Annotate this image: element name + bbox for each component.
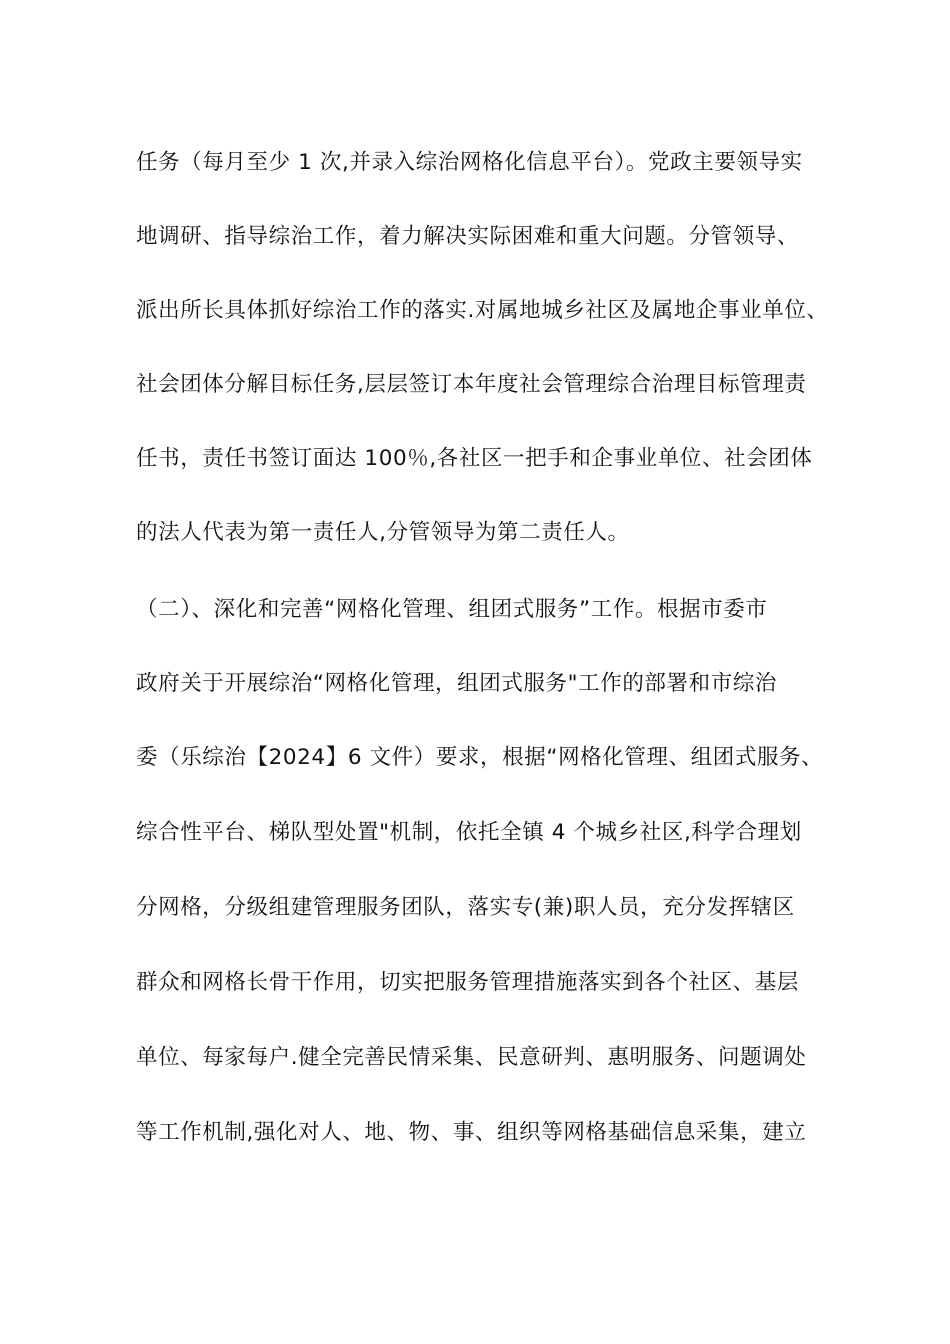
paragraph-line: 任书，责任书签订面达 100％,各社区一把手和企事业单位、社会团体 — [136, 446, 813, 471]
paragraph-line: 社会团体分解目标任务,层层签订本年度社会管理综合治理目标管理责 — [136, 372, 807, 397]
paragraph-line: 群众和网格长骨干作用，切实把服务管理措施落实到各个社区、基层 — [136, 970, 800, 995]
paragraph-line: 等工作机制,强化对人、地、物、事、组织等网格基础信息采集，建立 — [136, 1120, 807, 1145]
paragraph-line: 的法人代表为第一责任人,分管领导为第二责任人。 — [136, 520, 630, 545]
paragraph-line: 政府关于开展综治“网格化管理，组团式服务"工作的部署和市综治 — [136, 671, 778, 696]
paragraph-line: 分网格，分级组建管理服务团队，落实专(兼)职人员，充分发挥辖区 — [136, 895, 795, 920]
section-heading-line: （二）、深化和完善“网格化管理、组团式服务”工作。根据市委市 — [136, 597, 768, 622]
paragraph-line: 综合性平台、梯队型处置"机制，依托全镇 4 个城乡社区,科学合理划 — [136, 820, 802, 845]
paragraph-line: 委（乐综治【2024】6 文件）要求，根据“网格化管理、组团式服务、 — [136, 745, 824, 770]
paragraph-line: 地调研、指导综治工作，着力解决实际困难和重大问题。分管领导、 — [136, 224, 800, 249]
paragraph-line: 单位、每家每户.健全完善民情采集、民意研判、惠明服务、问题调处 — [136, 1045, 807, 1070]
paragraph-line: 派出所长具体抓好综治工作的落实.对属地城乡社区及属地企事业单位、 — [136, 298, 829, 323]
paragraph-line: 任务（每月至少 1 次,并录入综治网格化信息平台）。党政主要领导实 — [136, 150, 803, 175]
